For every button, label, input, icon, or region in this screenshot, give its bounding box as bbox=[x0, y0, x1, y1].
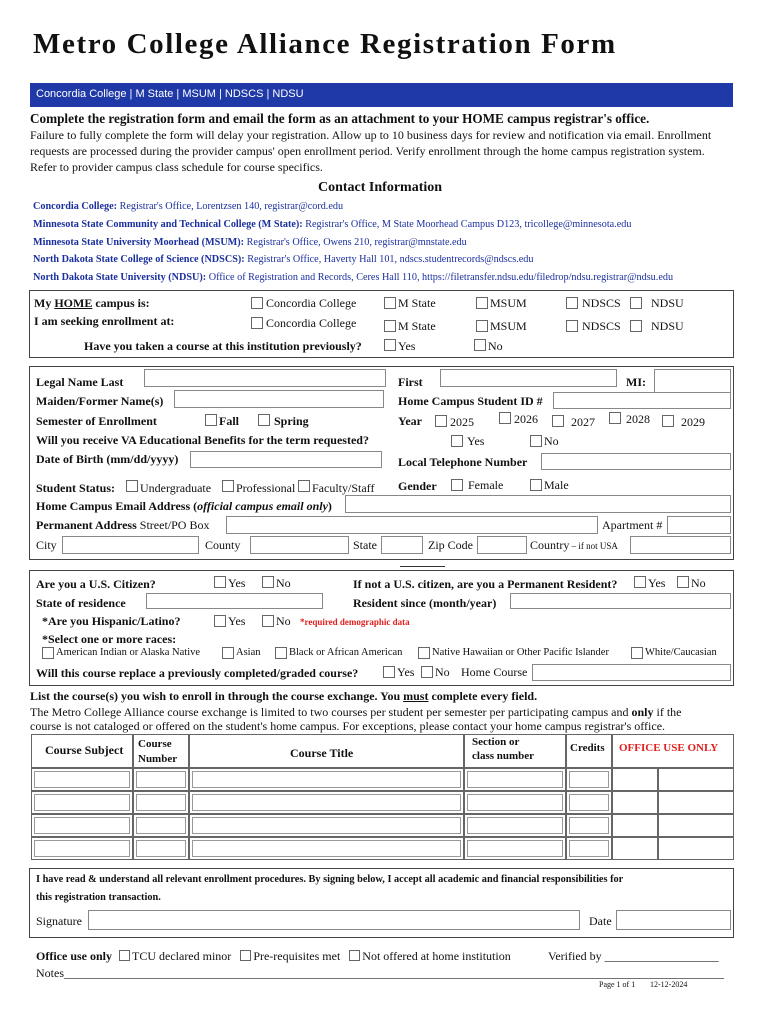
hispanic-question: *Are you Hispanic/Latino? bbox=[42, 614, 181, 628]
race-checkbox-1[interactable] bbox=[222, 647, 234, 659]
hispanic-yes-label: Yes bbox=[228, 614, 246, 628]
year-label-2025: 2025 bbox=[450, 415, 474, 429]
first-name-label: First bbox=[398, 375, 423, 389]
course-input-r0-c3[interactable] bbox=[467, 771, 563, 788]
legal-name-label: Legal Name Last bbox=[36, 375, 124, 389]
course-input-r3-c4[interactable] bbox=[569, 840, 609, 857]
spring-checkbox[interactable] bbox=[258, 414, 270, 426]
footer-date: 12-12-2024 bbox=[650, 980, 688, 989]
contact-info: Registrar's Office, M State Moorhead Campus D123, tricollege@minnesota.edu bbox=[305, 219, 632, 230]
resident-since-input[interactable] bbox=[510, 593, 731, 609]
female-label: Female bbox=[468, 478, 504, 492]
banner-text: Concordia College | M State | MSUM | NDSCS | NDSU bbox=[36, 88, 304, 100]
female-checkbox[interactable] bbox=[451, 479, 463, 491]
year-checkbox-2025[interactable] bbox=[435, 415, 447, 427]
county-input[interactable] bbox=[250, 536, 349, 554]
race-checkbox-3[interactable] bbox=[418, 647, 430, 659]
signature-input[interactable] bbox=[88, 910, 580, 930]
date-label: Date bbox=[589, 914, 612, 928]
course-cell-r3-c6 bbox=[658, 837, 734, 860]
contact-name: Minnesota State Community and Technical College (M State): bbox=[33, 219, 303, 230]
citizen-yes-label: Yes bbox=[228, 576, 246, 590]
gender-label: Gender bbox=[398, 479, 437, 493]
status-checkbox-1[interactable] bbox=[222, 480, 234, 492]
replace-yes-label: Yes bbox=[397, 665, 415, 679]
tcu-label: TCU declared minor bbox=[132, 949, 232, 963]
courses-heading: List the course(s) you wish to enroll in through the course exchange. You must complete every field. bbox=[30, 689, 538, 703]
city-label: City bbox=[36, 538, 57, 552]
course-input-r3-c0[interactable] bbox=[34, 840, 130, 857]
taken-yes-checkbox[interactable] bbox=[384, 339, 396, 351]
spring-label: Spring bbox=[274, 414, 309, 428]
course-input-r3-c3[interactable] bbox=[467, 840, 563, 857]
contact-heading: Contact Information bbox=[318, 180, 443, 195]
residence-input[interactable] bbox=[146, 593, 323, 609]
county-label: County bbox=[205, 538, 241, 552]
hispanic-no-label: No bbox=[276, 614, 291, 628]
course-input-r1-c3[interactable] bbox=[467, 794, 563, 811]
replace-no-checkbox[interactable] bbox=[421, 666, 433, 678]
office-use-header: OFFICE USE ONLY bbox=[619, 742, 719, 754]
not-offered-checkbox[interactable] bbox=[349, 950, 360, 961]
race-label-4: White/Caucasian bbox=[645, 647, 717, 658]
office-use-row bbox=[36, 949, 511, 964]
resident-question: If not a U.S. citizen, are you a Permanent Resident? bbox=[353, 577, 618, 591]
male-label: Male bbox=[544, 478, 569, 492]
contact-item bbox=[33, 272, 673, 283]
races-label: *Select one or more races: bbox=[42, 632, 177, 646]
course-cell-r1-c5 bbox=[612, 791, 658, 814]
seeking-campus-label-2: MSUM bbox=[490, 319, 527, 333]
date-input[interactable] bbox=[616, 910, 731, 930]
seeking-campus-checkbox-1[interactable] bbox=[384, 320, 396, 332]
taken-no-checkbox[interactable] bbox=[474, 339, 486, 351]
citizen-no-checkbox[interactable] bbox=[262, 576, 274, 588]
course-input-r1-c0[interactable] bbox=[34, 794, 130, 811]
male-checkbox[interactable] bbox=[530, 479, 542, 491]
contact-item bbox=[33, 201, 343, 212]
race-label-1: Asian bbox=[236, 647, 261, 658]
year-label-2029: 2029 bbox=[681, 415, 705, 429]
first-name-input[interactable] bbox=[440, 369, 617, 387]
separator-line bbox=[400, 566, 445, 567]
course-cell-r3-c5 bbox=[612, 837, 658, 860]
citizen-question: Are you a U.S. Citizen? bbox=[36, 577, 156, 591]
maiden-name-label: Maiden/Former Name(s) bbox=[36, 394, 164, 408]
race-checkbox-2[interactable] bbox=[275, 647, 287, 659]
va-yes-checkbox[interactable] bbox=[451, 435, 463, 447]
course-input-r0-c2[interactable] bbox=[192, 771, 461, 788]
course-cell-r2-c6 bbox=[658, 814, 734, 837]
instructions-line2: requests are processed during the provider campus' open enrollment period. Verify enrollment through the home campus registration system. bbox=[30, 144, 705, 158]
home-campus-label-4: NDSU bbox=[651, 296, 684, 310]
replace-no-label: No bbox=[435, 665, 450, 679]
resident-no-checkbox[interactable] bbox=[677, 576, 689, 588]
contact-info: Registrar's Office, Lorentzsen 140, registrar@cord.edu bbox=[119, 201, 344, 212]
signature-label: Signature bbox=[36, 914, 82, 928]
seeking-campus-label-1: M State bbox=[398, 319, 436, 333]
home-course-input[interactable] bbox=[532, 664, 731, 681]
status-label-2: Faculty/Staff bbox=[312, 481, 375, 495]
credits-header: Credits bbox=[570, 742, 605, 754]
prereq-label: Pre-requisites met bbox=[253, 949, 341, 963]
taken-question: Have you taken a course at this institution previously? bbox=[84, 339, 362, 353]
status-checkbox-0[interactable] bbox=[126, 480, 138, 492]
contact-item bbox=[33, 219, 631, 230]
va-no-label: No bbox=[544, 434, 559, 448]
seeking-campus-checkbox-4[interactable] bbox=[630, 320, 642, 332]
home-campus-label-0: Concordia College bbox=[266, 296, 357, 310]
home-campus-label-2: MSUM bbox=[490, 296, 527, 310]
section-header-2: class number bbox=[472, 750, 535, 762]
required-note: *required demographic data bbox=[300, 617, 410, 627]
contact-name: North Dakota State College of Science (NDSCS): bbox=[33, 254, 245, 265]
course-input-r2-c4[interactable] bbox=[569, 817, 609, 834]
year-checkbox-2027[interactable] bbox=[552, 415, 564, 427]
country-label: Country – if not USA bbox=[530, 538, 618, 552]
home-campus-checkbox-3[interactable] bbox=[566, 297, 578, 309]
section-header-1: Section or bbox=[472, 736, 520, 748]
contact-item bbox=[33, 237, 467, 248]
resident-yes-checkbox[interactable] bbox=[634, 576, 646, 588]
home-campus-checkbox-0[interactable] bbox=[251, 297, 263, 309]
residence-label: State of residence bbox=[36, 596, 126, 610]
phone-input[interactable] bbox=[541, 453, 731, 470]
race-label-3: Native Hawaiian or Other Pacific Islander bbox=[432, 647, 609, 658]
last-name-input[interactable] bbox=[144, 369, 386, 387]
va-no-checkbox[interactable] bbox=[530, 435, 542, 447]
contact-info: Office of Registration and Records, Ceres Hall 110, https://filetransfer.ndsu.edu/filedrop/ndsu.registrar@ndsu.edu bbox=[208, 272, 674, 283]
home-id-input[interactable] bbox=[553, 392, 731, 409]
course-input-r2-c3[interactable] bbox=[467, 817, 563, 834]
dob-input[interactable] bbox=[190, 451, 382, 468]
contact-name: Concordia College: bbox=[33, 201, 118, 212]
citizen-yes-checkbox[interactable] bbox=[214, 576, 226, 588]
course-input-r2-c1[interactable] bbox=[136, 817, 186, 834]
resident-no-label: No bbox=[691, 576, 706, 590]
course-subject-header: Course Subject bbox=[45, 743, 124, 757]
status-label-0: Undergraduate bbox=[140, 481, 212, 495]
seeking-campus-checkbox-2[interactable] bbox=[476, 320, 488, 332]
fall-checkbox[interactable] bbox=[205, 414, 217, 426]
course-input-r0-c1[interactable] bbox=[136, 771, 186, 788]
course-input-r2-c2[interactable] bbox=[192, 817, 461, 834]
seeking-campus-checkbox-3[interactable] bbox=[566, 320, 578, 332]
state-label: State bbox=[353, 538, 377, 552]
phone-label: Local Telephone Number bbox=[398, 455, 528, 469]
course-input-r2-c0[interactable] bbox=[34, 817, 130, 834]
course-input-r3-c1[interactable] bbox=[136, 840, 186, 857]
ack-line1: I have read & understand all relevant enrollment procedures. By signing below, I accept all academic and financial responsibilities for bbox=[36, 874, 624, 885]
race-label-0: American Indian or Alaska Native bbox=[56, 647, 201, 658]
state-input[interactable] bbox=[381, 536, 423, 554]
hispanic-yes-checkbox[interactable] bbox=[214, 615, 226, 627]
mi-input[interactable] bbox=[654, 369, 731, 394]
course-number-header-2: Number bbox=[138, 753, 178, 765]
course-number-header-1: Course bbox=[138, 738, 172, 750]
course-input-r1-c1[interactable] bbox=[136, 794, 186, 811]
street-input[interactable] bbox=[226, 516, 598, 534]
year-checkbox-2028[interactable] bbox=[609, 412, 621, 424]
office-use-label: Office use only bbox=[36, 949, 112, 963]
course-input-r0-c0[interactable] bbox=[34, 771, 130, 788]
perm-address-label: Permanent Address bbox=[36, 518, 137, 532]
contact-info: Registrar's Office, Haverty Hall 101, ndscs.studentrecords@ndscs.edu bbox=[247, 254, 534, 265]
home-campus-checkbox-1[interactable] bbox=[384, 297, 396, 309]
fall-label: Fall bbox=[219, 414, 239, 428]
maiden-name-input[interactable] bbox=[174, 390, 384, 408]
resident-since-label: Resident since (month/year) bbox=[353, 596, 497, 610]
course-input-r3-c2[interactable] bbox=[192, 840, 461, 857]
course-cell-r0-c6 bbox=[658, 768, 734, 791]
perm-address-row bbox=[36, 518, 209, 533]
year-label-2026: 2026 bbox=[514, 412, 538, 426]
campus-banner bbox=[30, 83, 733, 107]
not-offered-label: Not offered at home institution bbox=[362, 949, 511, 963]
status-label: Student Status: bbox=[36, 481, 116, 495]
seeking-campus-label-4: NDSU bbox=[651, 319, 684, 333]
zip-label: Zip Code bbox=[428, 538, 473, 552]
home-campus-checkbox-4[interactable] bbox=[630, 297, 642, 309]
year-label-2028: 2028 bbox=[626, 412, 650, 426]
race-checkbox-0[interactable] bbox=[42, 647, 54, 659]
zip-input[interactable] bbox=[477, 536, 527, 554]
replace-question: Will this course replace a previously completed/graded course? bbox=[36, 666, 359, 680]
email-input[interactable] bbox=[345, 495, 731, 513]
apt-input[interactable] bbox=[667, 516, 731, 534]
dob-label: Date of Birth (mm/dd/yyyy) bbox=[36, 452, 179, 466]
ack-line2: this registration transaction. bbox=[36, 892, 161, 903]
resident-yes-label: Yes bbox=[648, 576, 666, 590]
year-checkbox-2029[interactable] bbox=[662, 415, 674, 427]
apt-label: Apartment # bbox=[602, 518, 663, 532]
course-input-r1-c4[interactable] bbox=[569, 794, 609, 811]
year-label: Year bbox=[398, 414, 422, 428]
status-checkbox-2[interactable] bbox=[298, 480, 310, 492]
instructions-heading: Complete the registration form and email the form as an attachment to your HOME campus registrar's office. bbox=[30, 111, 650, 126]
va-question: Will you receive VA Educational Benefits for the term requested? bbox=[36, 433, 369, 447]
course-cell-r0-c5 bbox=[612, 768, 658, 791]
taken-yes-label: Yes bbox=[398, 339, 416, 353]
tcu-checkbox[interactable] bbox=[119, 950, 130, 961]
verified-by: Verified by ___________________ bbox=[548, 949, 719, 963]
va-yes-label: Yes bbox=[467, 434, 485, 448]
instructions-line1: Failure to fully complete the form will delay your registration. Allow up to 10 business days for review and notification via email. Enrollment bbox=[30, 128, 712, 142]
race-checkbox-4[interactable] bbox=[631, 647, 643, 659]
seeking-campus-label-0: Concordia College bbox=[266, 316, 357, 330]
contact-name: Minnesota State University Moorhead (MSUM): bbox=[33, 237, 245, 248]
home-campus-label-3: NDSCS bbox=[582, 296, 621, 310]
street-label: Street/PO Box bbox=[139, 518, 210, 532]
home-campus-label-1: M State bbox=[398, 296, 436, 310]
citizen-no-label: No bbox=[276, 576, 291, 590]
course-title-header: Course Title bbox=[290, 746, 354, 760]
home-id-label: Home Campus Student ID # bbox=[398, 394, 543, 408]
race-label-2: Black or African American bbox=[289, 647, 403, 658]
prereq-checkbox[interactable] bbox=[240, 950, 251, 961]
taken-no-label: No bbox=[488, 339, 503, 353]
page-title: Metro College Alliance Registration Form bbox=[33, 28, 617, 60]
year-label-2027: 2027 bbox=[571, 415, 595, 429]
courses-note2: course is not cataloged or offered on the student's home campus. For exceptions, please contact your home campus registrar's office. bbox=[30, 719, 666, 733]
city-input[interactable] bbox=[62, 536, 199, 554]
page-number: Page 1 of 1 bbox=[599, 980, 636, 989]
mi-label: MI: bbox=[626, 375, 646, 389]
contact-item bbox=[33, 254, 534, 265]
contact-info: Registrar's Office, Owens 210, registrar@mnstate.edu bbox=[246, 237, 467, 248]
seeking-campus-checkbox-0[interactable] bbox=[251, 317, 263, 329]
courses-note1: The Metro College Alliance course exchange is limited to two courses per student per semester per participating campus and only if the bbox=[30, 705, 682, 719]
home-course-label: Home Course bbox=[461, 665, 528, 679]
home-campus-checkbox-2[interactable] bbox=[476, 297, 488, 309]
course-cell-r2-c5 bbox=[612, 814, 658, 837]
email-label: Home Campus Email Address (official campus email only) bbox=[36, 499, 332, 513]
country-input[interactable] bbox=[630, 536, 731, 554]
year-checkbox-2026[interactable] bbox=[499, 412, 511, 424]
course-cell-r1-c6 bbox=[658, 791, 734, 814]
hispanic-no-checkbox[interactable] bbox=[262, 615, 274, 627]
replace-yes-checkbox[interactable] bbox=[383, 666, 395, 678]
contact-name: North Dakota State University (NDSU): bbox=[33, 272, 207, 283]
course-input-r0-c4[interactable] bbox=[569, 771, 609, 788]
seeking-label: I am seeking enrollment at: bbox=[34, 314, 175, 328]
status-label-1: Professional bbox=[236, 481, 296, 495]
home-campus-label: My HOME campus is: bbox=[34, 296, 150, 310]
semester-label: Semester of Enrollment bbox=[36, 414, 157, 428]
instructions-line3: Refer to provider campus class schedule for course specifics. bbox=[30, 160, 323, 174]
course-input-r1-c2[interactable] bbox=[192, 794, 461, 811]
notes-line: Notes______________________________________________________________________________________________________________ bbox=[36, 966, 724, 980]
seeking-campus-label-3: NDSCS bbox=[582, 319, 621, 333]
